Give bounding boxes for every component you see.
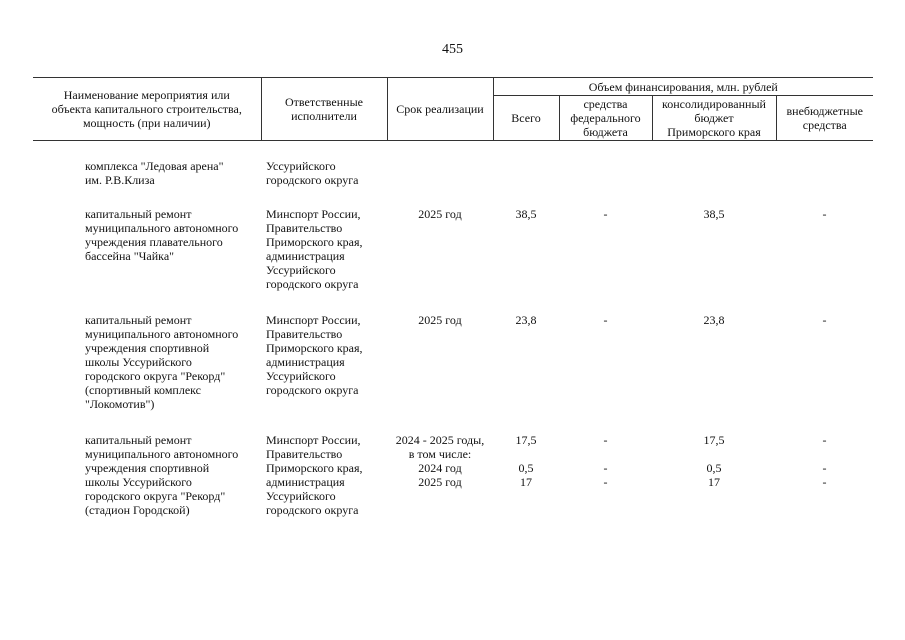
- cell-consolidated-line: 23,8: [703, 313, 725, 327]
- cell-consolidated: [652, 207, 776, 291]
- header-total: [493, 96, 559, 141]
- cell-executors-line: администрация: [266, 355, 345, 369]
- cell-executors-line: Приморского края,: [266, 235, 363, 249]
- cell-total-line: 38,5: [515, 207, 537, 221]
- cell-period-line: 2025 год: [418, 207, 462, 221]
- cell-name-line: школы Уссурийского: [85, 355, 192, 369]
- cell-extrabudgetary-line: [779, 447, 870, 461]
- cell-name-line: городского округа "Рекорд": [85, 369, 226, 383]
- cell-period: [387, 207, 493, 291]
- header-name-line: объекта капитального строительства,: [51, 102, 242, 116]
- header-consolidated-line: Приморского края: [667, 125, 761, 139]
- cell-extrabudgetary-line: -: [822, 475, 827, 489]
- cell-period-line: 2024 год: [418, 461, 462, 475]
- cell-name-line: капитальный ремонт: [85, 313, 192, 327]
- cell-total-line: [496, 447, 556, 461]
- table-row: [33, 159, 873, 187]
- header-federal: [559, 96, 652, 141]
- cell-period-line: 2025 год: [418, 475, 462, 489]
- cell-name-line: (спортивный комплекс: [85, 383, 202, 397]
- cell-executors-line: городского округа: [266, 503, 359, 517]
- table-row: [33, 433, 873, 517]
- header-financing-group: Объем финансирования, млн. рублей: [493, 78, 873, 96]
- cell-executors: [261, 433, 387, 517]
- header-federal-line: федерального: [570, 111, 641, 125]
- header-consolidated-line: бюджет: [694, 111, 734, 125]
- cell-period-line: 2024 - 2025 годы,: [395, 433, 485, 447]
- cell-executors-line: Минспорт России,: [266, 313, 361, 327]
- cell-name-line: "Локомотив"): [85, 397, 155, 411]
- header-consolidated: [652, 96, 776, 141]
- cell-total-line: 0,5: [518, 461, 534, 475]
- cell-consolidated-line: 17: [708, 475, 720, 489]
- cell-federal: [559, 433, 652, 517]
- cell-federal-line: -: [603, 475, 608, 489]
- cell-name-line: капитальный ремонт: [85, 433, 192, 447]
- cell-executors: [261, 159, 387, 187]
- cell-total-line: 23,8: [515, 313, 537, 327]
- cell-executors-line: Минспорт России,: [266, 433, 361, 447]
- header-extrabudgetary: [776, 96, 873, 141]
- cell-name-line: капитальный ремонт: [85, 207, 192, 221]
- cell-consolidated-line: [655, 447, 773, 461]
- cell-name-line: муниципального автономного: [85, 327, 239, 341]
- cell-executors-line: Минспорт России,: [266, 207, 361, 221]
- table-row: [33, 207, 873, 291]
- header-name: [33, 78, 261, 141]
- header-extrabudgetary-line: внебюджетные: [786, 104, 863, 118]
- table-row: [33, 313, 873, 411]
- cell-consolidated-line: 38,5: [703, 207, 725, 221]
- cell-name-line: муниципального автономного: [85, 447, 239, 461]
- cell-federal-line: -: [603, 433, 608, 447]
- cell-total-line: 17: [520, 475, 532, 489]
- cell-period-line: 2025 год: [418, 313, 462, 327]
- cell-federal-line: -: [603, 461, 608, 475]
- cell-name-line: учреждения спортивной: [85, 461, 210, 475]
- cell-executors-line: городского округа: [266, 173, 359, 187]
- header-executors-line: исполнители: [291, 109, 357, 123]
- cell-name: [33, 313, 261, 411]
- cell-total: [493, 159, 559, 187]
- cell-name-line: бассейна "Чайка": [85, 249, 175, 263]
- cell-consolidated-line: 17,5: [703, 433, 725, 447]
- cell-extrabudgetary-line: -: [822, 461, 827, 475]
- cell-name-line: им. Р.В.Клиза: [85, 173, 155, 187]
- cell-total: [493, 207, 559, 291]
- cell-extrabudgetary-line: -: [822, 433, 827, 447]
- cell-name-line: учреждения спортивной: [85, 341, 210, 355]
- cell-federal: [559, 313, 652, 411]
- cell-federal-line: [562, 447, 649, 461]
- cell-name: [33, 159, 261, 187]
- cell-executors-line: Уссурийского: [266, 159, 336, 173]
- cell-name: [33, 207, 261, 291]
- cell-name: [33, 433, 261, 517]
- cell-executors-line: Приморского края,: [266, 341, 363, 355]
- cell-name-line: муниципального автономного: [85, 221, 239, 235]
- cell-name-line: комплекса "Ледовая арена": [85, 159, 224, 173]
- cell-period: [387, 313, 493, 411]
- cell-total: [493, 313, 559, 411]
- cell-period: [387, 159, 493, 187]
- header-federal-line: бюджета: [583, 125, 628, 139]
- header-total-line: Всего: [511, 111, 541, 125]
- cell-executors: [261, 207, 387, 291]
- cell-executors: [261, 313, 387, 411]
- header-name-line: Наименование мероприятия или: [63, 88, 230, 102]
- cell-extrabudgetary-line: -: [822, 313, 827, 327]
- header-executors-line: Ответственные: [285, 95, 363, 109]
- cell-executors-line: администрация: [266, 249, 345, 263]
- cell-executors-line: Уссурийского: [266, 263, 336, 277]
- cell-extrabudgetary: [776, 207, 873, 291]
- cell-consolidated: [652, 313, 776, 411]
- cell-total-line: 17,5: [515, 433, 537, 447]
- cell-federal-line: -: [603, 313, 608, 327]
- cell-executors-line: городского округа: [266, 383, 359, 397]
- header-name-line: мощность (при наличии): [82, 116, 211, 130]
- cell-executors-line: Уссурийского: [266, 369, 336, 383]
- cell-name-line: городского округа "Рекорд": [85, 489, 226, 503]
- cell-executors-line: Уссурийского: [266, 489, 336, 503]
- header-federal-line: средства: [583, 97, 628, 111]
- cell-name-line: учреждения плавательного: [85, 235, 223, 249]
- cell-executors-line: Правительство: [266, 221, 343, 235]
- header-extrabudgetary-line: средства: [802, 118, 847, 132]
- cell-executors-line: администрация: [266, 475, 345, 489]
- cell-federal-line: -: [603, 207, 608, 221]
- cell-consolidated: [652, 159, 776, 187]
- cell-executors-line: городского округа: [266, 277, 359, 291]
- cell-executors-line: Приморского края,: [266, 461, 363, 475]
- financing-table: [33, 77, 873, 517]
- cell-federal: [559, 159, 652, 187]
- cell-consolidated: [652, 433, 776, 517]
- page-number: 455: [442, 42, 463, 57]
- cell-extrabudgetary: [776, 433, 873, 517]
- cell-consolidated-line: 0,5: [706, 461, 722, 475]
- cell-executors-line: Правительство: [266, 327, 343, 341]
- header-period: [387, 78, 493, 141]
- cell-federal: [559, 207, 652, 291]
- cell-executors-line: Правительство: [266, 447, 343, 461]
- cell-extrabudgetary: [776, 159, 873, 187]
- cell-period: [387, 433, 493, 517]
- cell-total: [493, 433, 559, 517]
- header-consolidated-line: консолидированный: [662, 97, 766, 111]
- cell-period-line: в том числе:: [408, 447, 472, 461]
- cell-name-line: (стадион Городской): [85, 503, 190, 517]
- cell-extrabudgetary: [776, 313, 873, 411]
- table-body: [33, 141, 873, 518]
- cell-extrabudgetary-line: -: [822, 207, 827, 221]
- header-executors: [261, 78, 387, 141]
- cell-name-line: школы Уссурийского: [85, 475, 192, 489]
- header-period-line: Срок реализации: [396, 102, 484, 116]
